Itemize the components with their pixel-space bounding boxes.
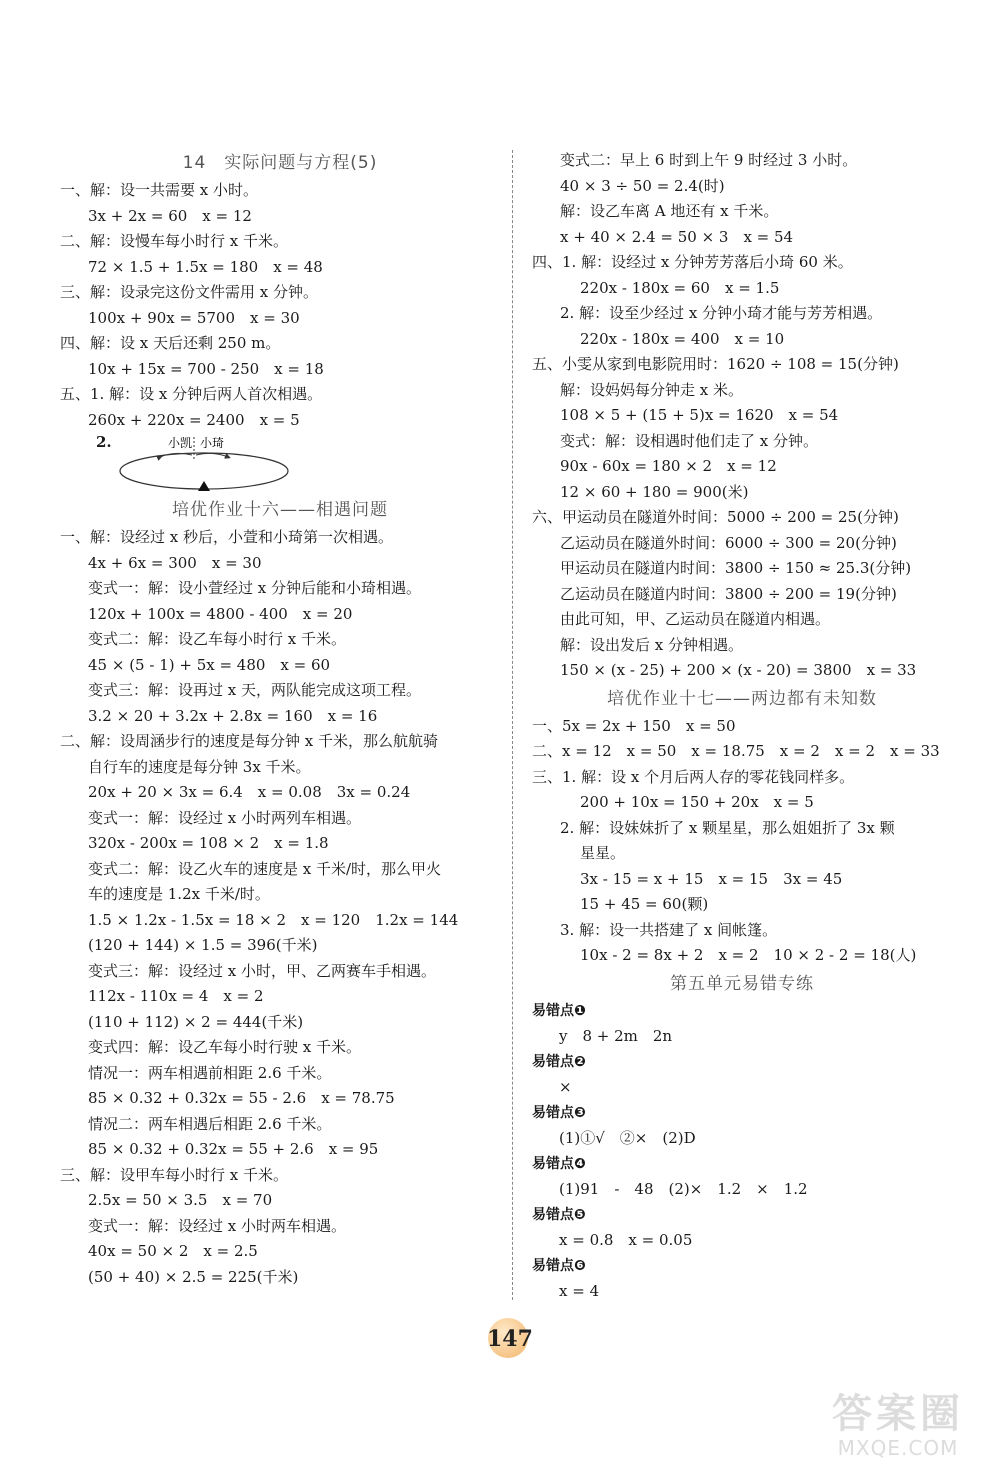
answer-line: x = 4 [544, 1282, 600, 1300]
column-divider [512, 150, 513, 1300]
answer-line: 90x - 60x = 180 × 2 x = 12 [560, 457, 777, 475]
answer-line: (110 + 112) × 2 = 444(千米) [88, 1012, 304, 1031]
answer-line: 乙运动员在隧道内时间：3800 ÷ 200 = 19(分钟) [560, 584, 897, 603]
answer-line: 85 × 0.32 + 0.32x = 55 + 2.6 x = 95 [88, 1140, 379, 1158]
answer-line: 变式三：解：设经过 x 小时，甲、乙两赛车手相遇。 [88, 961, 436, 980]
answer-line: 甲运动员在隧道内时间：3800 ÷ 150 ≈ 25.3(分钟) [560, 559, 912, 577]
answer-line: 情况二：两车相遇后相距 2.6 千米。 [88, 1114, 332, 1133]
diagram-label-right: 小琦 [200, 436, 225, 450]
answer-line: 1.5 × 1.2x - 1.5x = 18 × 2 x = 120 1.2x = 144 [88, 910, 459, 929]
answer-line: 3. 解：设一共搭建了 x 间帐篷。 [560, 920, 778, 939]
answer-line: 4x + 6x = 300 x = 30 [88, 553, 262, 572]
answer-line: (120 + 144) × 1.5 = 396(千米) [88, 936, 318, 954]
answer-line: 200 + 10x = 150 + 20x x = 5 [580, 793, 814, 811]
right-column [532, 148, 952, 1305]
error-point-heading: 易错点❶ [532, 1002, 586, 1019]
answer-line: 五、1. 解：设 x 分钟后两人首次相遇。 [60, 385, 323, 403]
answer-line: 150 × (x - 25) + 200 × (x - 20) = 3800 x = 33 [560, 661, 917, 679]
section-title: 培优作业十六——相遇问题 [172, 500, 388, 520]
answer-line: 260x + 220x = 2400 x = 5 [88, 410, 300, 429]
answer-line: 20x + 20 × 3x = 6.4 x = 0.08 3x = 0.24 [88, 783, 411, 801]
answer-line: 40 × 3 ÷ 50 = 2.4(时) [560, 176, 725, 195]
answer-line: 解：设出发后 x 分钟相遇。 [560, 635, 743, 654]
answer-line: 15 + 45 = 60(颗) [580, 895, 709, 913]
answer-line: 变式：解：设相遇时他们走了 x 分钟。 [560, 431, 818, 450]
answer-line: x + 40 × 2.4 = 50 × 3 x = 54 [560, 227, 794, 246]
diagram-label-left: 小凯 [167, 436, 192, 450]
answer-line: 一、5x = 2x + 150 x = 50 [532, 716, 736, 735]
error-point-heading: 易错点❷ [532, 1053, 586, 1070]
answer-line: 情况一：两车相遇前相距 2.6 千米。 [88, 1063, 332, 1082]
answer-line: 3.2 × 20 + 3.2x + 2.8x = 160 x = 16 [88, 706, 378, 725]
answer-line: 解：设妈妈每分钟走 x 米。 [560, 380, 743, 399]
answer-line: 六、甲运动员在隧道外时间：5000 ÷ 200 = 25(分钟) [532, 508, 899, 526]
track-diagram [60, 433, 500, 495]
answer-line: 四、1. 解：设经过 x 分钟芳芳落后小琦 60 米。 [532, 253, 853, 271]
answer-line: y 8 + 2m 2n [544, 1027, 673, 1045]
answer-line: 变式一：解：设小萱经过 x 分钟后能和小琦相遇。 [88, 579, 421, 597]
answer-line: (50 + 40) × 2.5 = 225(千米) [88, 1267, 299, 1286]
answer-line: 二、解：设慢车每小时行 x 千米。 [60, 232, 288, 250]
answer-line: 2. 解：设妹妹折了 x 颗星星，那么姐姐折了 3x 颗 [560, 818, 895, 837]
answer-line: 变式二：早上 6 时到上午 9 时经过 3 小时。 [560, 151, 858, 169]
answer-line: (1)91 - 48 (2)× 1.2 × 1.2 [544, 1180, 808, 1198]
watermark [808, 1392, 988, 1460]
page-number: 147 [487, 1326, 533, 1352]
answer-line: 车的速度是 1.2x 千米/时。 [88, 885, 270, 903]
left-column [60, 148, 500, 1290]
section-title: 14 实际问题与方程(5) [182, 153, 378, 173]
answer-line: 2. 解：设至少经过 x 分钟小琦才能与芳芳相遇。 [560, 304, 883, 322]
answer-line: 112x - 110x = 4 x = 2 [88, 987, 264, 1005]
answer-line: 220x - 180x = 400 x = 10 [580, 329, 785, 348]
answer-line: 解：设乙车离 A 地还有 x 千米。 [560, 202, 779, 220]
error-point-heading: 易错点❺ [532, 1206, 586, 1223]
answer-line: 72 × 1.5 + 1.5x = 180 x = 48 [88, 257, 323, 276]
answer-line: 120x + 100x = 4800 - 400 x = 20 [88, 604, 353, 623]
answer-line: 二、x = 12 x = 50 x = 18.75 x = 2 x = 2 x = 33 [532, 742, 940, 760]
answer-line: 2.5x = 50 × 3.5 x = 70 [88, 1191, 273, 1209]
answer-line: 变式二：解：设乙车每小时行 x 千米。 [88, 630, 346, 648]
answer-line: 三、解：设甲车每小时行 x 千米。 [60, 1165, 288, 1184]
answer-line: 变式三：解：设再过 x 天，两队能完成这项工程。 [88, 681, 421, 699]
answer-line: 3x + 2x = 60 x = 12 [88, 206, 252, 225]
answer-line: 100x + 90x = 5700 x = 30 [88, 308, 300, 327]
watermark-logo: 答案圈 [832, 1391, 964, 1437]
answer-line: × [544, 1078, 572, 1096]
answer-line: 四、解：设 x 天后还剩 250 m。 [60, 334, 281, 352]
answer-line: 五、小雯从家到电影院用时：1620 ÷ 108 = 15(分钟) [532, 355, 899, 373]
diagram-number: 2. [96, 433, 112, 451]
answer-line: 变式四：解：设乙车每小时行驶 x 千米。 [88, 1038, 361, 1056]
answer-line: 三、解：设录完这份文件需用 x 分钟。 [60, 283, 318, 301]
answer-line: 10x + 15x = 700 - 250 x = 18 [88, 359, 324, 378]
answer-line: 由此可知，甲、乙运动员在隧道内相遇。 [560, 610, 831, 628]
watermark-url: MXQE.COM [837, 1436, 959, 1460]
answer-line: 变式一：解：设经过 x 小时两列车相遇。 [88, 808, 361, 827]
error-point-heading: 易错点❹ [532, 1155, 586, 1172]
answer-line: 自行车的速度是每分钟 3x 千米。 [88, 757, 311, 776]
answer-line: 40x = 50 × 2 x = 2.5 [88, 1242, 258, 1260]
answer-line: 3x - 15 = x + 15 x = 15 3x = 45 [580, 869, 843, 888]
answer-line: 85 × 0.32 + 0.32x = 55 - 2.6 x = 78.75 [88, 1089, 395, 1107]
answer-line: x = 0.8 x = 0.05 [544, 1231, 693, 1249]
answer-line: 一、解：设一共需要 x 小时。 [60, 181, 258, 199]
answer-line: 二、解：设周涵步行的速度是每分钟 x 千米，那么航航骑 [60, 732, 438, 750]
answer-line: 星星。 [580, 844, 626, 862]
section-title: 培优作业十七——两边都有未知数 [607, 688, 877, 709]
answer-line: 变式一：解：设经过 x 小时两车相遇。 [88, 1216, 346, 1235]
answer-line: 一、解：设经过 x 秒后，小萱和小琦第一次相遇。 [60, 528, 393, 546]
answer-line: 45 × (5 - 1) + 5x = 480 x = 60 [88, 655, 331, 674]
answer-line: 三、1. 解：设 x 个月后两人存的零花钱同样多。 [532, 767, 855, 786]
answer-line: 乙运动员在隧道外时间：6000 ÷ 300 = 20(分钟) [560, 533, 897, 552]
section-title: 第五单元易错专练 [670, 973, 814, 994]
answer-line: 10x - 2 = 8x + 2 x = 2 10 × 2 - 2 = 18(人) [580, 946, 917, 964]
answer-line: 220x - 180x = 60 x = 1.5 [580, 278, 780, 297]
answer-line: 变式二：解：设乙火车的速度是 x 千米/时，那么甲火 [88, 859, 442, 878]
ellipse-track-icon [100, 433, 340, 495]
error-point-heading: 易错点❻ [532, 1257, 586, 1274]
answer-line: 320x - 200x = 108 × 2 x = 1.8 [88, 834, 329, 852]
answer-line: (1)①√ ②× (2)D [544, 1129, 696, 1147]
answer-line: 108 × 5 + (15 + 5)x = 1620 x = 54 [560, 406, 839, 424]
answer-line: 12 × 60 + 180 = 900(米) [560, 482, 749, 501]
error-point-heading: 易错点❸ [532, 1104, 586, 1121]
